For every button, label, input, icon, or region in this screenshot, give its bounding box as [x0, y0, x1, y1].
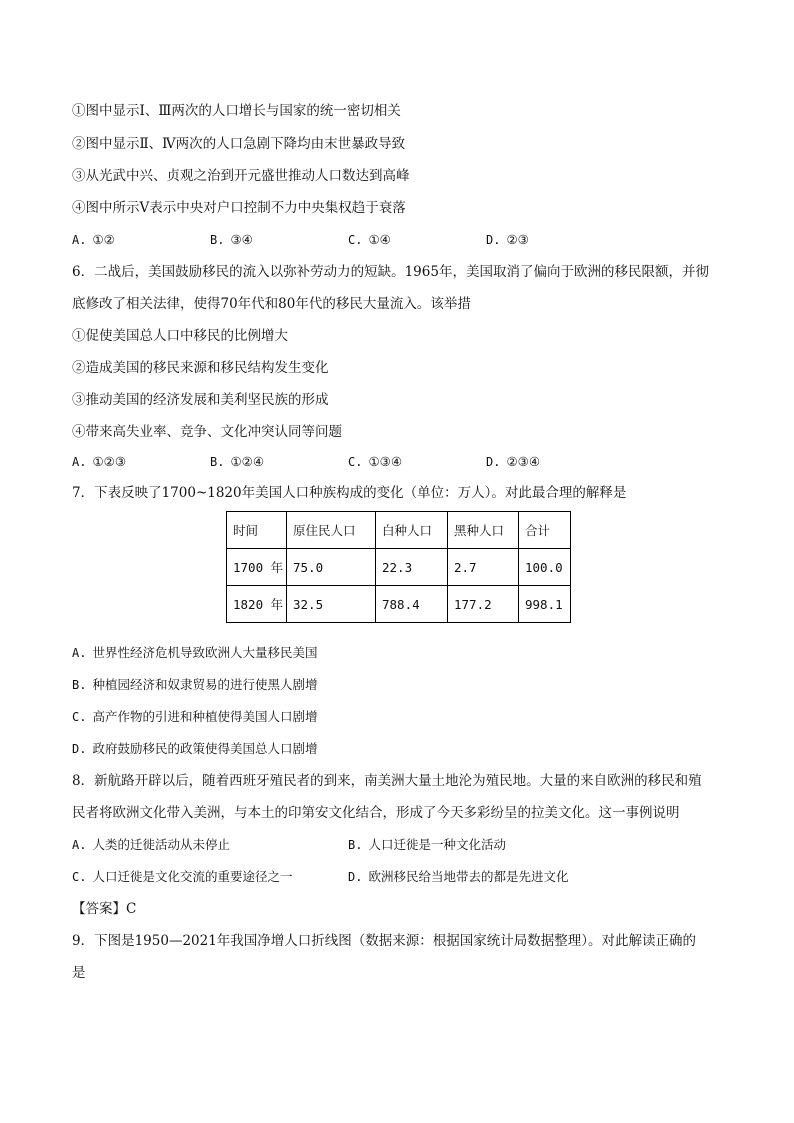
table-cell: 75.0 [287, 549, 376, 586]
option-label: A. [72, 233, 87, 247]
option-text: 欧洲移民给当地带去的都是先进文化 [368, 869, 569, 884]
option-text: ③④ [230, 232, 253, 247]
q5-option-b[interactable] [210, 230, 253, 250]
table-cell: 32.5 [287, 586, 376, 623]
q8-option-d[interactable] [348, 867, 568, 887]
q6-statement-1: ①促使美国总人口中移民的比例增大 [72, 328, 288, 344]
option-label: C. [72, 710, 87, 724]
q6-statement-2: ②造成美国的移民来源和移民结构发生变化 [72, 360, 329, 376]
option-label: D. [348, 870, 363, 884]
q5-statement-1: ①图中显示Ⅰ、Ⅲ两次的人口增长与国家的统一密切相关 [72, 103, 401, 119]
q8-stem-line-2: 民者将欧洲文化带入美洲，与本土的印第安文化结合，形成了今天多彩纷呈的拉美文化。这一事例说明 [72, 805, 680, 821]
table-header-cell: 时间 [227, 512, 287, 549]
table-row [227, 586, 571, 623]
option-label: D. [486, 233, 501, 247]
q5-statement-2: ②图中显示Ⅱ、Ⅳ两次的人口急剧下降均由末世暴政导致 [72, 136, 406, 152]
option-label: B. [348, 838, 363, 852]
q6-option-b[interactable] [210, 452, 264, 472]
q5-statement-3: ③从光武中兴、贞观之治到开元盛世推动人口数达到高峰 [72, 168, 410, 184]
table-cell: 177.2 [448, 586, 519, 623]
q6-option-d[interactable] [486, 452, 540, 472]
q5-option-c[interactable] [348, 230, 391, 250]
q7-option-d[interactable] [72, 739, 317, 759]
option-label: C. [72, 870, 87, 884]
option-text: ②③ [506, 232, 529, 247]
table-cell: 100.0 [519, 549, 571, 586]
table-cell: 1820 年 [227, 586, 287, 623]
option-text: ①② [92, 232, 115, 247]
option-label: B. [210, 233, 225, 247]
table-header-cell: 黑种人口 [448, 512, 519, 549]
q6-statement-3: ③推动美国的经济发展和美利坚民族的形成 [72, 392, 329, 408]
q8-option-c[interactable] [72, 867, 292, 887]
population-table [226, 511, 571, 623]
q5-option-d[interactable] [486, 230, 529, 250]
option-label: A. [72, 455, 87, 469]
q9-stem-line-2: 是 [72, 965, 86, 981]
q6-option-c[interactable] [348, 452, 402, 472]
q5-statement-4: ④图中所示Ⅴ表示中央对户口控制不力中央集权趋于衰落 [72, 200, 406, 216]
option-text: 人口迁徙是文化交流的重要途径之一 [92, 869, 293, 884]
option-text: ②③④ [506, 454, 541, 469]
option-text: 政府鼓励移民的政策使得美国总人口剧增 [92, 741, 318, 756]
table-cell: 788.4 [376, 586, 448, 623]
q6-statement-4: ④带来高失业率、竞争、文化冲突认同等问题 [72, 424, 342, 440]
option-label: C. [348, 455, 363, 469]
option-text: ①②④ [230, 454, 265, 469]
option-label: D. [486, 455, 501, 469]
option-text: 种植园经济和奴隶贸易的进行使黑人剧增 [92, 677, 318, 692]
table-cell: 998.1 [519, 586, 571, 623]
option-label: A. [72, 646, 87, 660]
option-text: 高产作物的引进和种植使得美国人口剧增 [92, 709, 318, 724]
option-text: 人口迁徙是一种文化活动 [368, 837, 506, 852]
table-header-cell: 原住民人口 [287, 512, 376, 549]
table-cell: 1700 年 [227, 549, 287, 586]
option-label: A. [72, 838, 87, 852]
q5-option-a[interactable] [72, 230, 115, 250]
q6-stem-line-2: 底修改了相关法律，使得70年代和80年代的移民大量流入。该举措 [72, 296, 471, 312]
table-row [227, 549, 571, 586]
option-label: B. [210, 455, 225, 469]
q9-stem-line-1: 9．下图是1950—2021年我国净增人口折线图（数据来源：根据国家统计局数据整理）。对此解读正确的 [72, 933, 697, 949]
q8-stem-line-1: 8．新航路开辟以后，随着西班牙殖民者的到来，南美洲大量土地沦为殖民地。大量的来自欧洲的移民和殖 [72, 773, 702, 789]
q7-stem: 7．下表反映了1700~1820年美国人口种族构成的变化（单位：万人）。对此最合理的解释是 [72, 485, 627, 501]
table-header-cell: 白种人口 [376, 512, 448, 549]
q7-option-c[interactable] [72, 707, 317, 727]
q8-option-b[interactable] [348, 835, 506, 855]
q6-option-a[interactable] [72, 452, 126, 472]
option-label: C. [348, 233, 363, 247]
q7-option-b[interactable] [72, 675, 317, 695]
table-cell: 22.3 [376, 549, 448, 586]
table-cell: 2.7 [448, 549, 519, 586]
table-header-row [227, 512, 571, 549]
option-text: 人类的迁徙活动从未停止 [92, 837, 230, 852]
table-header-cell: 合计 [519, 512, 571, 549]
option-label: B. [72, 678, 87, 692]
option-text: ①②③ [92, 454, 127, 469]
option-text: ①④ [368, 232, 391, 247]
option-text: 世界性经济危机导致欧洲人大量移民美国 [92, 645, 318, 660]
q7-option-a[interactable] [72, 643, 317, 663]
q8-option-a[interactable] [72, 835, 230, 855]
option-label: D. [72, 742, 87, 756]
q6-stem-line-1: 6．二战后，美国鼓励移民的流入以弥补劳动力的短缺。1965年，美国取消了偏向于欧洲的移民限额，并彻 [72, 264, 709, 280]
option-text: ①③④ [368, 454, 403, 469]
q8-answer: 【答案】C [72, 901, 137, 917]
